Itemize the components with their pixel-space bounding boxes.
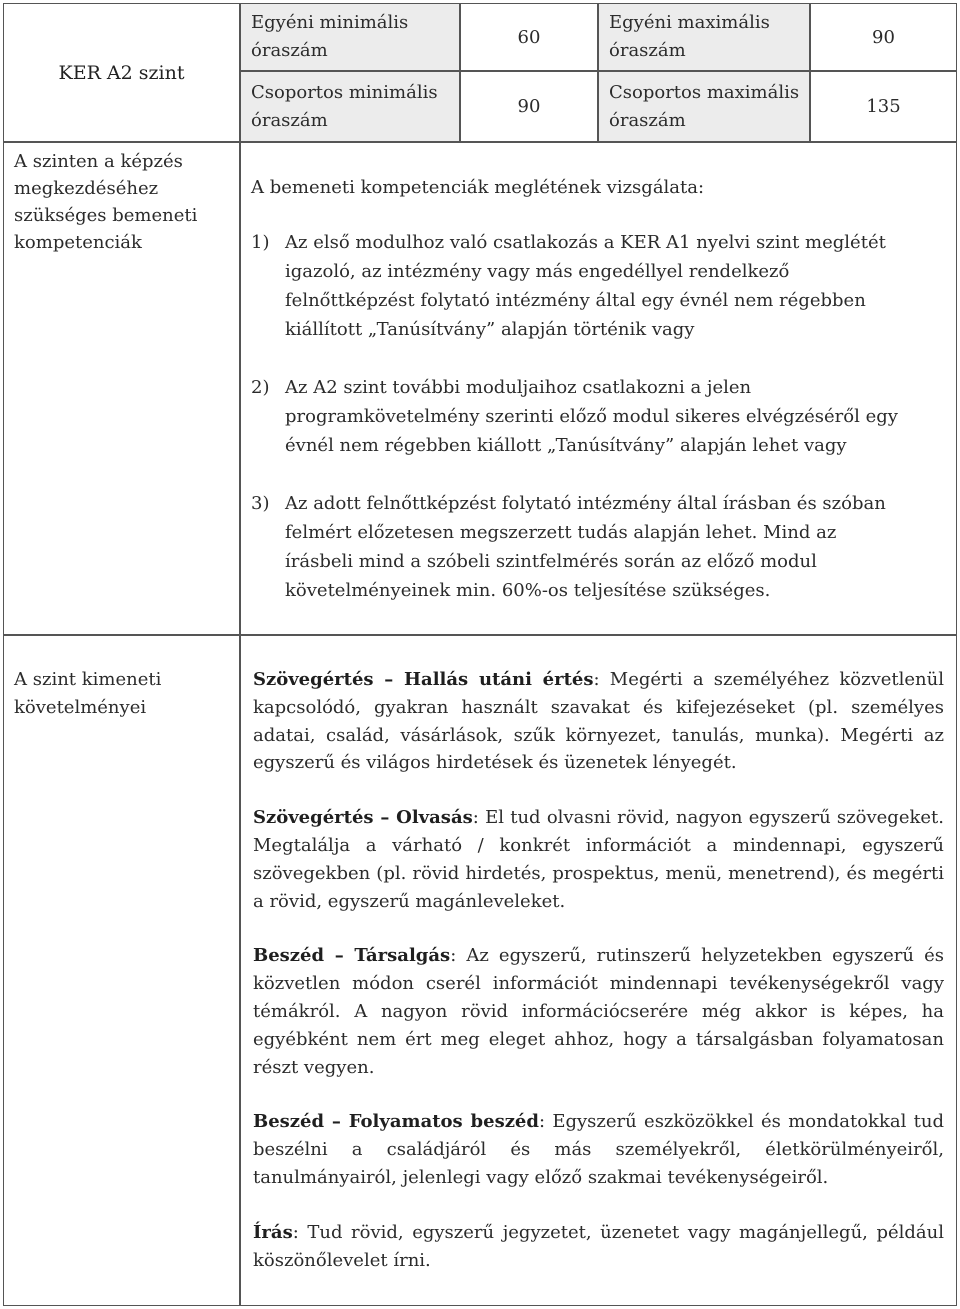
entry-label-cell xyxy=(3,142,240,635)
group-min-value: 90 xyxy=(460,71,598,142)
entry-label: A szinten a képzés megkezdéséhez szükséges bemeneti kompetenciák xyxy=(14,151,198,253)
skill-heading: Beszéd – Folyamatos beszéd xyxy=(253,1111,539,1133)
individual-max-value: 90 xyxy=(810,3,957,71)
individual-max-label: Egyéni maximális óraszám xyxy=(598,3,810,71)
skill-heading: Szövegértés – Olvasás xyxy=(253,807,473,829)
entry-intro: A bemeneti kompetenciák meglétének vizsgálata: xyxy=(251,177,705,198)
group-max-value: 135 xyxy=(810,71,957,142)
individual-min-value: 60 xyxy=(460,3,598,71)
output-paragraph-conversation: Beszéd – Társalgás: Az egyszerű, rutinszerű helyzetekben egyszerű és közvetlen módon cserél információt mindennapi tevékenységekről vagy témákról. A nagyon rövid információcserére még akkor is képes, ha egyébként nem ért meg eleget ahhoz, hogy a társalgásban folyamatosan részt vegyen. xyxy=(253,945,944,1078)
level-title: KER A2 szint xyxy=(58,61,185,84)
entry-item: 2) Az A2 szint további moduljaihoz csatlakozni a jelen programkövetelmény szerinti előző modul sikeres elvégzéséről egy évnél nem régebben kiállott „Tanúsítvány” alapján lehet vagy xyxy=(251,377,898,456)
output-content-cell xyxy=(240,635,957,1306)
group-min-label: Csoportos minimális óraszám xyxy=(240,71,460,142)
output-paragraph-reading: Szövegértés – Olvasás: El tud olvasni rövid, nagyon egyszerű szövegeket. Megtalálja a várható / konkrét információt a mindennapi, egyszerű szövegekben (pl. rövid hirdetés, prospektus, menü, menetrend), és megérti a rövid, egyszerű magánleveleket. xyxy=(253,807,944,912)
output-paragraph-listening: Szövegértés – Hallás utáni értés: Megérti a személyéhez közvetlenül kapcsolódó, gyakran használt szavakat és kifejezéseket (pl. személyes adatai, család, vásárlások, szűk környezet, tanulás, munka). Megérti az egyszerű és világos hirdetések és üzenetek lényegét. xyxy=(253,669,944,774)
entry-item: 3) Az adott felnőttképzést folytató intézmény által írásban és szóban felmért előzetesen megszerzett tudás alapján lehet. Mind az írásbeli mind a szóbeli szintfelmérés során az előző modul követelményeinek min. 60%-os teljesítése szükséges. xyxy=(251,493,886,601)
output-paragraph-speaking: Beszéd – Folyamatos beszéd: Egyszerű eszközökkel és mondatokkal tud beszélni a családjáról és más személyekről, életkörülményeiről, tanulmányairól, jelenlegi vagy előző szakmai tevékenységeiről. xyxy=(253,1111,944,1188)
output-paragraph-writing: Írás: Tud rövid, egyszerű jegyzetet, üzenetet vagy magánjellegű, például köszönőlevelet írni. xyxy=(253,1221,944,1271)
entry-item: 1) Az első modulhoz való csatlakozás a KER A1 nyelvi szint meglétét igazoló, az intézmény vagy más engedéllyel rendelkező felnőttképzést folytató intézmény által egy évnél nem régebben kiállított „Tanúsítvány” alapján történik vagy xyxy=(251,232,886,340)
skill-heading: Szövegértés – Hallás utáni értés xyxy=(253,669,594,690)
skill-heading: Beszéd – Társalgás xyxy=(253,945,451,967)
output-label-cell xyxy=(3,635,240,1306)
individual-min-label: Egyéni minimális óraszám xyxy=(240,3,460,71)
output-label: A szint kimeneti követelményei xyxy=(14,669,162,718)
entry-content-cell xyxy=(240,142,957,635)
level-title-cell xyxy=(3,3,240,142)
skill-heading: Írás xyxy=(253,1221,293,1243)
group-max-label: Csoportos maximális óraszám xyxy=(598,71,810,142)
